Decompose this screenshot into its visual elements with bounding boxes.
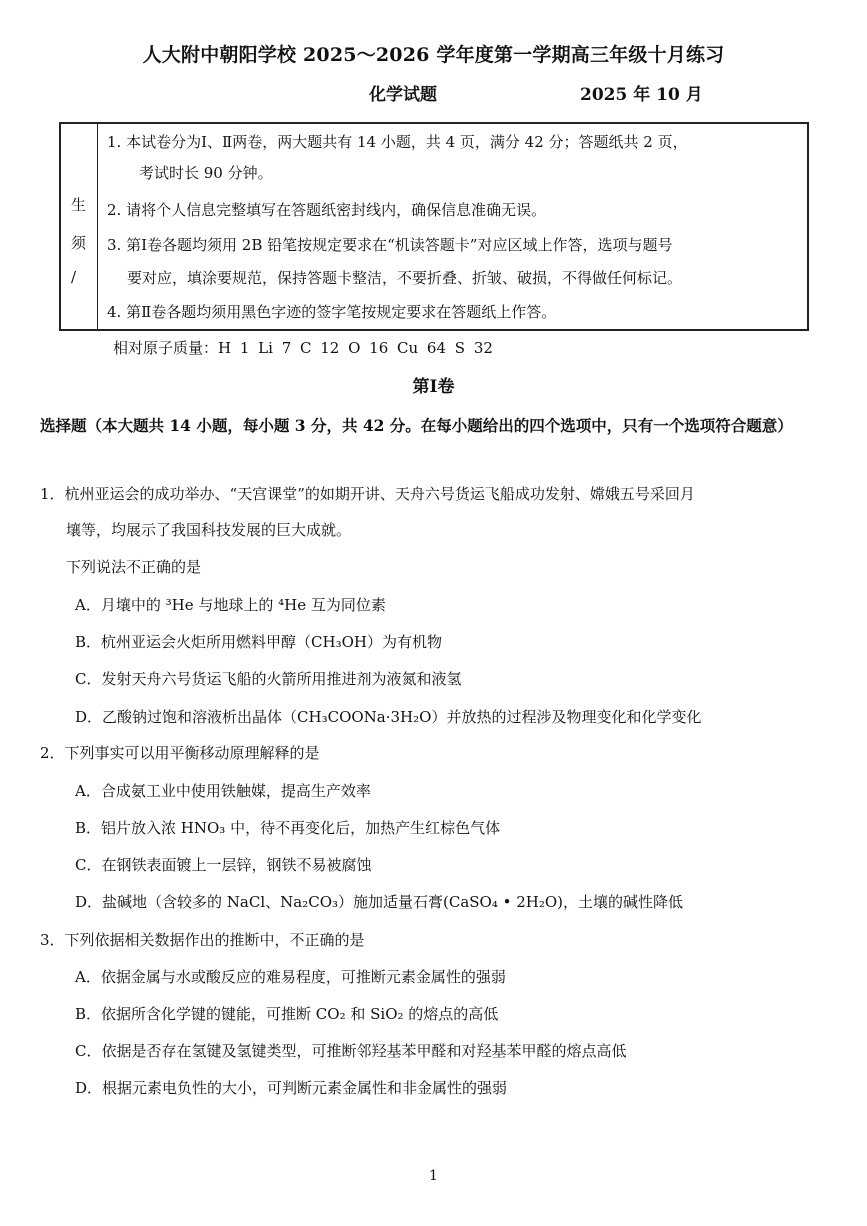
exam-title: 人大附中朝阳学校 2025～2026 学年度第一学期高三年级十月练习 [142,44,725,66]
question-3-option-a: A．依据金属与水或酸反应的难易程度，可推断元素金属性的强弱 [75,968,506,986]
question-1-stem: 1．杭州亚运会的成功举办、“天宫课堂”的如期开讲、天舟六号货运飞船成功发射、嫦娥五号采回月 [40,485,695,503]
question-1-option-b: B．杭州亚运会火炬所用燃料甲醇（CH₃OH）为有机物 [75,633,442,651]
question-1-stem-cont: 壤等，均展示了我国科技发展的巨大成就。 [66,521,352,539]
notice-item-3-cont: 要对应，填涂要规范，保持答题卡整洁，不要折叠、折皱、破损，不得做任何标记。 [127,269,683,287]
notice-side-label [61,124,98,329]
side-char: 须 [71,234,87,252]
question-3-option-b: B．依据所含化学键的键能，可推断 CO₂ 和 SiO₂ 的熔点的高低 [75,1005,499,1023]
question-2-option-b: B．铝片放入浓 HNO₃ 中，待不再变化后，加热产生红棕色气体 [75,819,501,837]
exam-date: 2025 年 10 月 [580,85,703,105]
section-header: 选择题（本大题共 14 小题，每小题 3 分，共 42 分。在每小题给出的四个选项中，只有一个选项符合题意） [40,416,793,435]
atomic-masses: 相对原子质量：H 1 Li 7 C 12 O 16 Cu 64 S 32 [113,339,493,357]
side-char: / [71,268,77,286]
notice-item-2: 2. 请将个人信息完整填写在答题纸密封线内，确保信息准确无误。 [107,201,547,219]
question-3-option-d: D．根据元素电负性的大小，可判断元素金属性和非金属性的强弱 [75,1079,508,1097]
subject-label: 化学试题 [369,85,437,105]
notice-item-3: 3. 第Ⅰ卷各题均须用 2B 铅笔按规定要求在“机读答题卡”对应区域上作答，选项与题号 [107,236,673,254]
question-1-option-a: A．月壤中的 ³He 与地球上的 ⁴He 互为同位素 [75,596,386,614]
notice-box [59,122,809,331]
question-2-option-c: C．在钢铁表面镀上一层锌，钢铁不易被腐蚀 [75,856,372,874]
question-1-option-c: C．发射天舟六号货运飞船的火箭所用推进剂为液氮和液氢 [75,670,462,688]
question-3-option-c: C．依据是否存在氢键及氢键类型，可推断邻羟基苯甲醛和对羟基苯甲醛的熔点高低 [75,1042,627,1060]
question-2-option-d: D．盐碱地（含较多的 NaCl、Na₂CO₃）施加适量石膏(CaSO₄ • 2H₂O)，土壤的碱性降低 [75,893,684,911]
question-1-option-d: D．乙酸钠过饱和溶液析出晶体（CH₃COONa·3H₂O）并放热的过程涉及物理变化和化学变化 [75,708,702,726]
page-number: 1 [429,1168,438,1184]
question-2-stem: 2．下列事实可以用平衡移动原理解释的是 [40,744,320,762]
notice-item-1-cont: 考试时长 90 分钟。 [139,164,273,182]
notice-item-4: 4. 第Ⅱ卷各题均须用黑色字迹的签字笔按规定要求在答题纸上作答。 [107,303,557,321]
question-1-prompt: 下列说法不正确的是 [66,558,202,576]
question-2-option-a: A．合成氨工业中使用铁触媒，提高生产效率 [75,782,371,800]
volume-title: 第Ⅰ卷 [412,377,455,397]
notice-item-1: 1. 本试卷分为Ⅰ、Ⅱ两卷，两大题共有 14 小题，共 4 页，满分 42 分；答题纸共 2 页， [107,133,688,151]
question-3-stem: 3．下列依据相关数据作出的推断中，不正确的是 [40,931,365,949]
side-char: 生 [71,196,87,214]
